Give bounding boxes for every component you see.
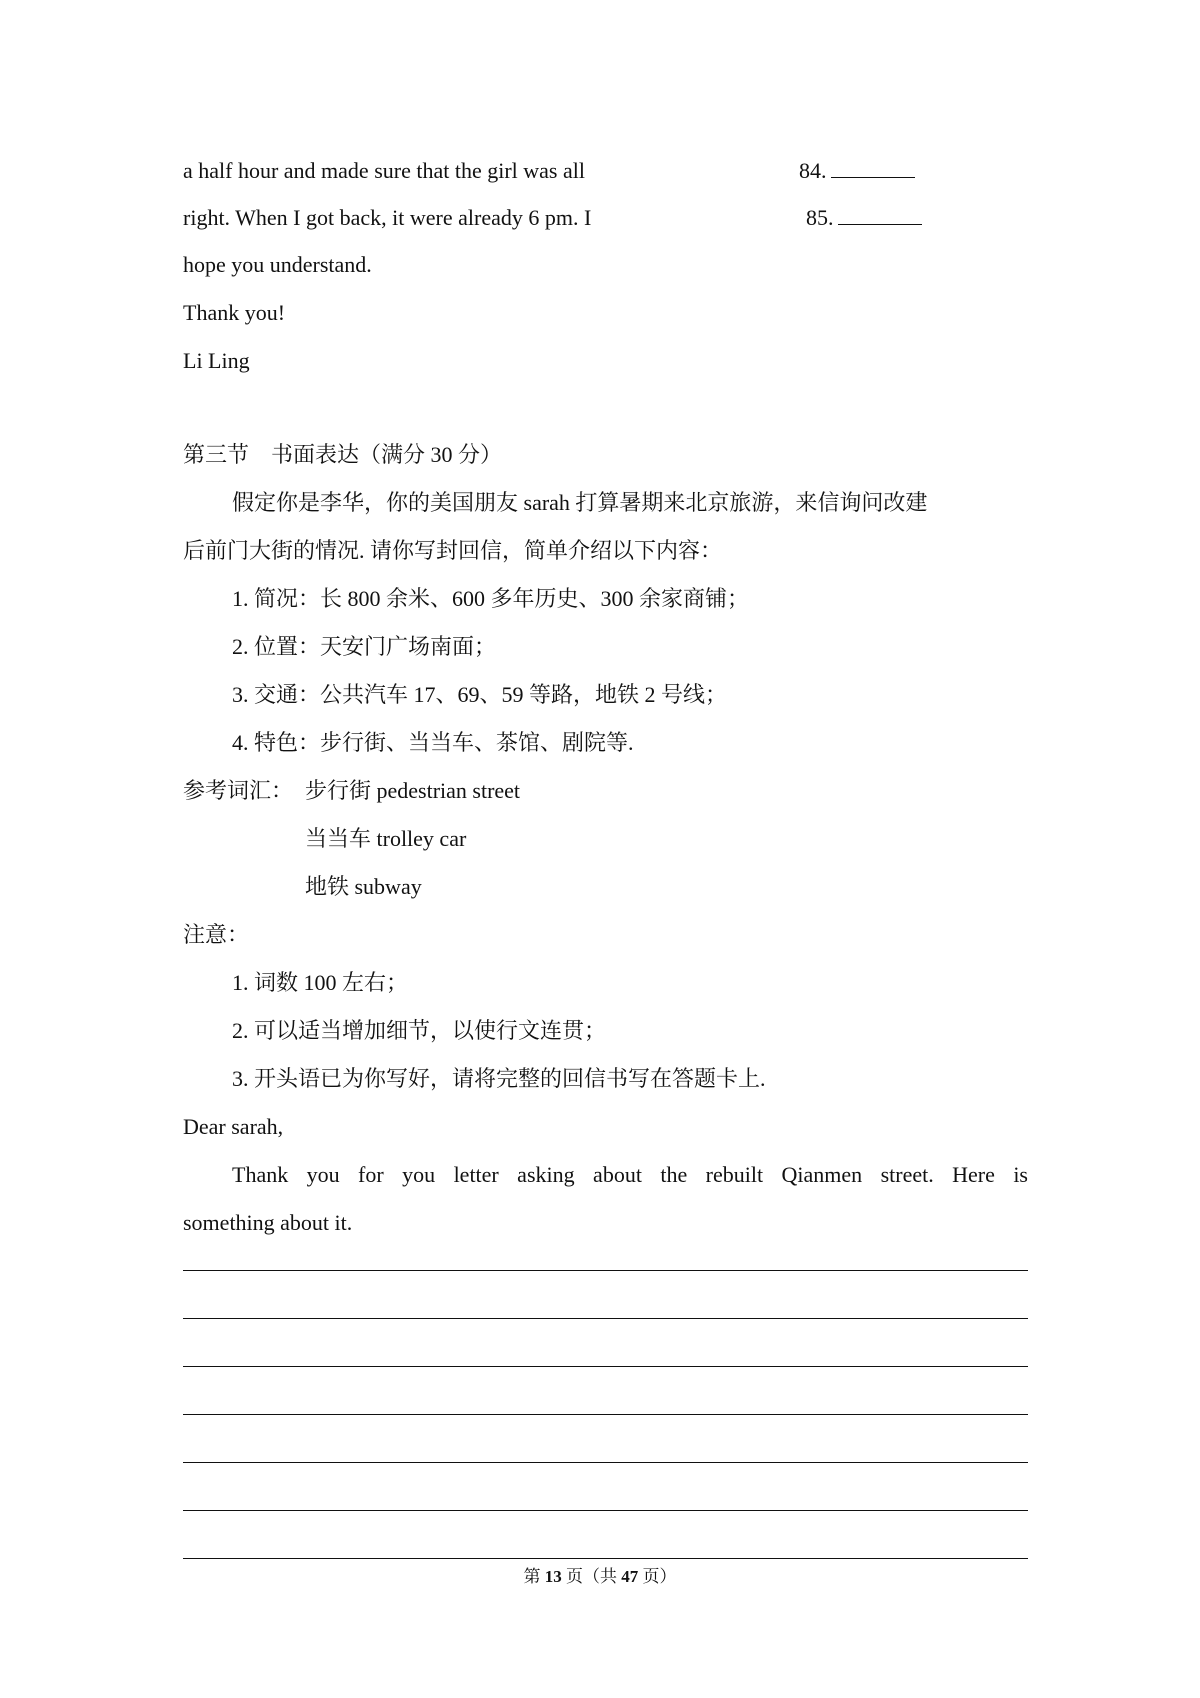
page-total: 47	[621, 1567, 639, 1586]
writing-line	[183, 1510, 1028, 1511]
answer-number: 84.	[799, 158, 827, 183]
writing-line	[183, 1270, 1028, 1271]
page-number: 13	[544, 1567, 562, 1586]
letter-line: a half hour and made sure that the girl was all	[183, 158, 585, 183]
footer-prefix: 第	[523, 1567, 545, 1586]
content-item: 4. 特色：步行街、当当车、茶馆、剧院等.	[232, 730, 634, 755]
footer-suffix: 页）	[638, 1567, 677, 1586]
reply-opening-line: Thank you for you letter asking about the rebuilt Qianmen street. Here is	[232, 1162, 1028, 1187]
reply-opening-line: something about it.	[183, 1210, 353, 1235]
section-heading: 第三节 书面表达（满分 30 分）	[183, 442, 503, 467]
content-item: 1. 简况：长 800 余米、600 多年历史、300 余家商铺；	[232, 586, 750, 611]
vocab-item: 步行街 pedestrian street	[305, 778, 521, 803]
vocab-item: 地铁 subway	[305, 874, 422, 899]
content-item: 2. 位置：天安门广场南面；	[232, 634, 497, 659]
letter-closing: Thank you!	[183, 300, 286, 325]
answer-blank-85	[806, 203, 922, 233]
prompt-line: 后前门大街的情况. 请你写封回信，简单介绍以下内容：	[183, 538, 723, 563]
note-item: 3. 开头语已为你写好，请将完整的回信书写在答题卡上.	[232, 1066, 766, 1091]
vocab-item: 当当车 trolley car	[305, 826, 467, 851]
answer-line	[831, 159, 915, 178]
note-item: 1. 词数 100 左右；	[232, 970, 409, 995]
notes-label: 注意：	[183, 922, 250, 947]
prompt-line: 假定你是李华，你的美国朋友 sarah 打算暑期来北京旅游，来信询问改建	[232, 490, 928, 515]
letter-line: hope you understand.	[183, 252, 372, 277]
reply-salutation: Dear sarah,	[183, 1114, 284, 1139]
answer-blank-84	[799, 156, 915, 186]
note-item: 2. 可以适当增加细节，以使行文连贯；	[232, 1018, 607, 1043]
answer-line	[838, 206, 922, 225]
writing-line	[183, 1414, 1028, 1415]
answer-number: 85.	[806, 205, 834, 230]
page-footer	[0, 1565, 1200, 1589]
writing-line	[183, 1558, 1028, 1559]
letter-signature: Li Ling	[183, 348, 250, 373]
writing-line	[183, 1318, 1028, 1319]
footer-middle: 页（共	[561, 1567, 622, 1586]
vocab-label: 参考词汇：	[183, 778, 294, 803]
content-item: 3. 交通：公共汽车 17、69、59 等路，地铁 2 号线；	[232, 682, 728, 707]
letter-line: right. When I got back, it were already 6 pm. I	[183, 205, 592, 230]
writing-line	[183, 1462, 1028, 1463]
writing-line	[183, 1366, 1028, 1367]
